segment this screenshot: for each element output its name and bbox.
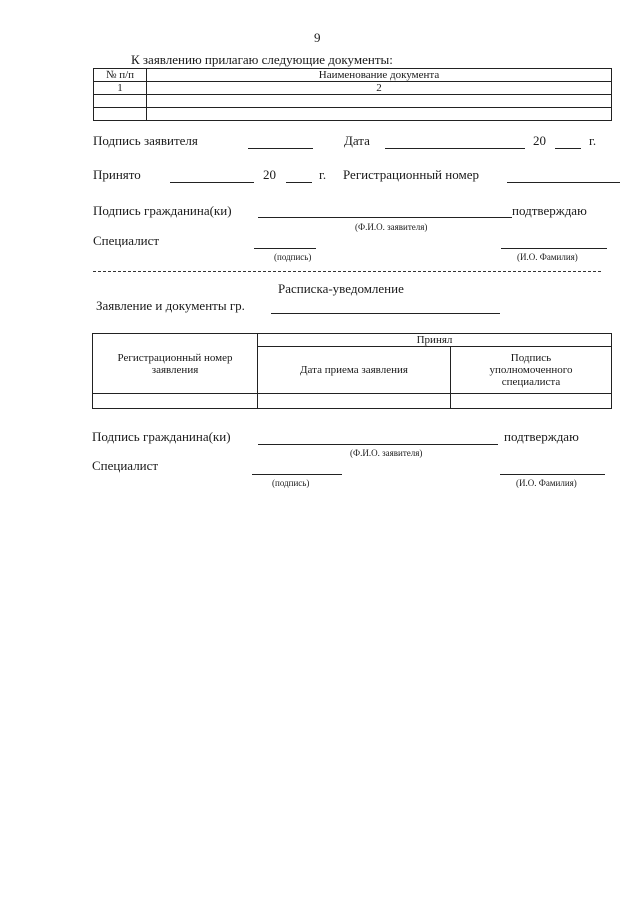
year-line [555,148,581,149]
reg-number-label: Регистрационный номер [343,167,479,182]
signature-header: Подпись уполномоченного специалиста [451,347,612,394]
citizen-name-line-2 [258,444,498,445]
empty-cell [94,108,147,121]
confirm-suffix: подтверждаю [512,203,587,218]
specialist-name-caption-2: (И.О. Фамилия) [516,478,577,488]
accepted-day-line [170,182,254,183]
empty-cell [258,394,451,409]
col-num-header: № п/п [94,69,147,82]
receipt-table [92,333,612,409]
receipt-title: Расписка-уведомление [278,281,404,296]
cut-line [93,271,601,272]
specialist-signature-line-2 [252,474,342,475]
page-number: 9 [314,30,321,45]
attachments-heading: К заявлению прилагаю следующие документы: [131,52,393,67]
reg-number-header: Регистрационный номер заявления [93,334,258,394]
citizen-name-line [258,217,512,218]
year-prefix: 20 [533,133,546,148]
specialist-signature-caption-2: (подпись) [272,478,310,488]
date-label: Дата [344,133,370,148]
year-suffix: г. [589,133,597,148]
specialist-name-line [501,248,607,249]
empty-cell [147,108,612,121]
citizen-name-caption: (Ф.И.О. заявителя) [355,222,428,232]
accepted-header: Принял [258,334,612,347]
citizen-signature-label-2: Подпись гражданина(ки) [92,429,231,444]
receipt-name-line [271,313,500,314]
empty-cell [147,95,612,108]
applicant-signature-line [248,148,313,149]
col-name-header: Наименование документа [147,69,612,82]
citizen-signature-label: Подпись гражданина(ки) [93,203,232,218]
accepted-year-line [286,182,312,183]
empty-cell [451,394,612,409]
accepted-year-prefix: 20 [263,167,276,182]
applicant-signature-label: Подпись заявителя [93,133,198,148]
accepted-label: Принято [93,167,141,182]
row-name: 2 [147,82,612,95]
specialist-name-line-2 [500,474,605,475]
specialist-signature-caption: (подпись) [274,252,312,262]
specialist-label-2: Специалист [92,458,159,473]
date-line [385,148,525,149]
date-header: Дата приема заявления [258,347,451,394]
confirm-suffix-2: подтверждаю [504,429,579,444]
empty-cell [94,95,147,108]
accepted-year-suffix: г. [319,167,327,182]
specialist-name-caption: (И.О. Фамилия) [517,252,578,262]
receipt-line-label: Заявление и документы гр. [96,298,245,313]
citizen-name-caption-2: (Ф.И.О. заявителя) [350,448,423,458]
row-num: 1 [94,82,147,95]
empty-cell [93,394,258,409]
specialist-label: Специалист [93,233,160,248]
attachments-table [93,68,612,121]
reg-number-line [507,182,620,183]
specialist-signature-line [254,248,316,249]
